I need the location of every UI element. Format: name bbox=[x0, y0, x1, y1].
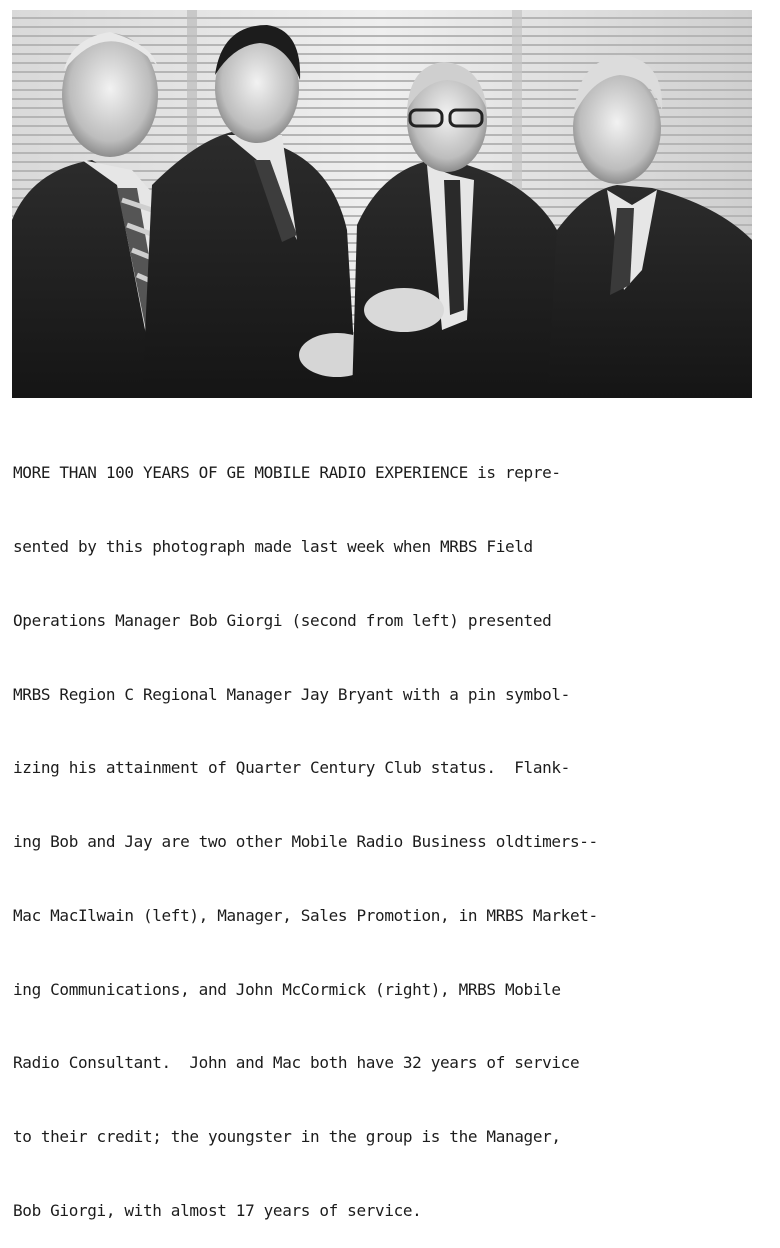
caption-line: Radio Consultant. John and Mac both have 32 years of service bbox=[13, 1053, 580, 1073]
caption-line: ing Bob and Jay are two other Mobile Radio Business oldtimers-- bbox=[13, 832, 598, 852]
photo-caption bbox=[13, 412, 777, 1248]
caption-line: to their credit; the youngster in the group is the Manager, bbox=[13, 1127, 561, 1147]
photograph-illustration bbox=[12, 10, 752, 398]
caption-line: MORE THAN 100 YEARS OF GE MOBILE RADIO EXPERIENCE is repre- bbox=[13, 463, 561, 483]
caption-line: Bob Giorgi, with almost 17 years of service. bbox=[13, 1201, 422, 1220]
group-photograph bbox=[12, 10, 752, 398]
caption-line: MRBS Region C Regional Manager Jay Bryant with a pin symbol- bbox=[13, 684, 570, 704]
caption-line: ing Communications, and John McCormick (right), MRBS Mobile bbox=[13, 979, 561, 999]
caption-line: sented by this photograph made last week when MRBS Field bbox=[13, 536, 533, 556]
caption-line: Mac MacIlwain (left), Manager, Sales Promotion, in MRBS Market- bbox=[13, 905, 598, 925]
caption-line: izing his attainment of Quarter Century Club status. Flank- bbox=[13, 758, 570, 778]
caption-line: Operations Manager Bob Giorgi (second from left) presented bbox=[13, 610, 552, 630]
